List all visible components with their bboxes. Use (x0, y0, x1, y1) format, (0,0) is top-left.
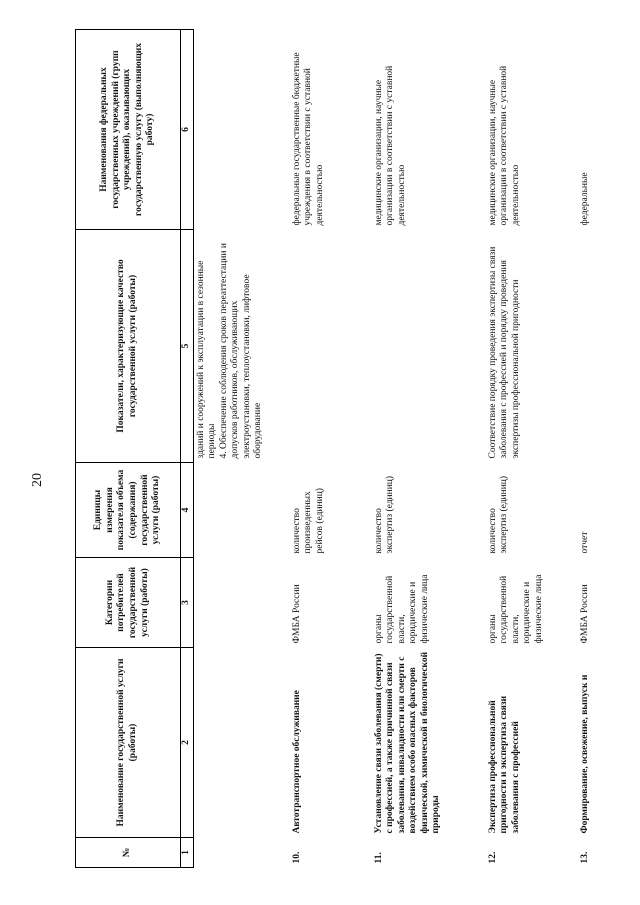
consumer-categories: органы государственной власти, юридические и физические лица (487, 574, 544, 644)
column-number: 6 (181, 30, 194, 230)
volume-unit: количество произведенных рейсов (единиц) (291, 488, 325, 554)
volume-unit: количество экспертиз (единиц) (487, 475, 510, 554)
column-number: 5 (181, 230, 194, 463)
table-row (372, 30, 486, 868)
column-number-row (181, 30, 194, 868)
header-number: № (76, 838, 181, 868)
row-number: 13. (579, 851, 590, 864)
quality-indicators (372, 230, 486, 463)
institutions: медицинские организации, научные организации в соответствии с уставной деятельностью (487, 65, 521, 226)
table-row (290, 30, 372, 868)
consumer-categories: ФМБА России (579, 584, 590, 644)
header-institutions: Наименования федеральных государственных учреждений (групп учреждений), оказывающих государственную услугу (выполняющих работу) (76, 30, 181, 230)
column-number: 3 (181, 558, 194, 648)
consumer-categories (193, 558, 290, 648)
service-name: Формирование, освежение, выпуск и (579, 674, 590, 834)
header-service-name: Наименование государственной услуги (работы) (76, 648, 181, 838)
quality-indicators: Соответствие порядку проведения экспертизы связи заболевания с профессией и порядку проведения экспертизы профессиональной пригодности (487, 246, 521, 459)
header-quality-indicators: Показатели, характеризующие качество государственной услуги (работы) (76, 230, 181, 463)
service-name (193, 648, 290, 838)
row-number: 10. (291, 851, 302, 864)
table-row (193, 30, 290, 868)
column-number: 4 (181, 463, 194, 558)
header-row (76, 30, 181, 868)
page-number: 20 (30, 473, 45, 487)
rotated-table-page (75, 30, 615, 868)
quality-indicators: зданий и сооружений к эксплуатации в сезонные периоды 4. Обеспечение соблюдения сроков переаттестации и допусков работников, обслуживающих электроустановки, теплоустановки, лифтовое оборудование (195, 243, 264, 459)
header-consumer-categories: Категории потребителей государственной услуги (работы) (76, 558, 181, 648)
quality-indicators (578, 230, 622, 463)
volume-unit: количество экспертиз (единиц) (373, 475, 396, 554)
row-number: 11. (373, 852, 384, 864)
consumer-categories: ФМБА России (291, 584, 302, 644)
services-table (75, 29, 622, 868)
institutions: федеральные (579, 172, 590, 226)
service-name: Автотранспортное обслуживание (291, 690, 302, 834)
institutions (193, 30, 290, 230)
service-name: Установление связи заболевания (смерти) с профессией, а также причинной связи заболевания, инвалидности или смерти с воздействием особо опасных факторов физической, химической и биологической природы (373, 651, 442, 834)
quality-indicators (290, 230, 372, 463)
volume-unit: отчет (579, 531, 590, 554)
column-number: 2 (181, 648, 194, 838)
header-volume-units: Единицы измерения показателя объема (содержания) государственной услуги (работы) (76, 463, 181, 558)
institutions: медицинские организации, научные организации в соответствии с уставной деятельностью (373, 65, 407, 226)
table-row (578, 30, 622, 868)
column-number: 1 (181, 838, 194, 868)
volume-unit (193, 463, 290, 558)
table-row (486, 30, 578, 868)
consumer-categories: органы государственной власти, юридические и физические лица (373, 574, 430, 644)
row-number: 12. (487, 851, 498, 864)
service-name: Экспертиза профессиональной пригодности и экспертиза связи заболевания с профессией (487, 695, 521, 834)
institutions: федеральные государственные бюджетные учреждения в соответствии с уставной деятельностью (291, 52, 325, 226)
row-number (193, 838, 290, 868)
